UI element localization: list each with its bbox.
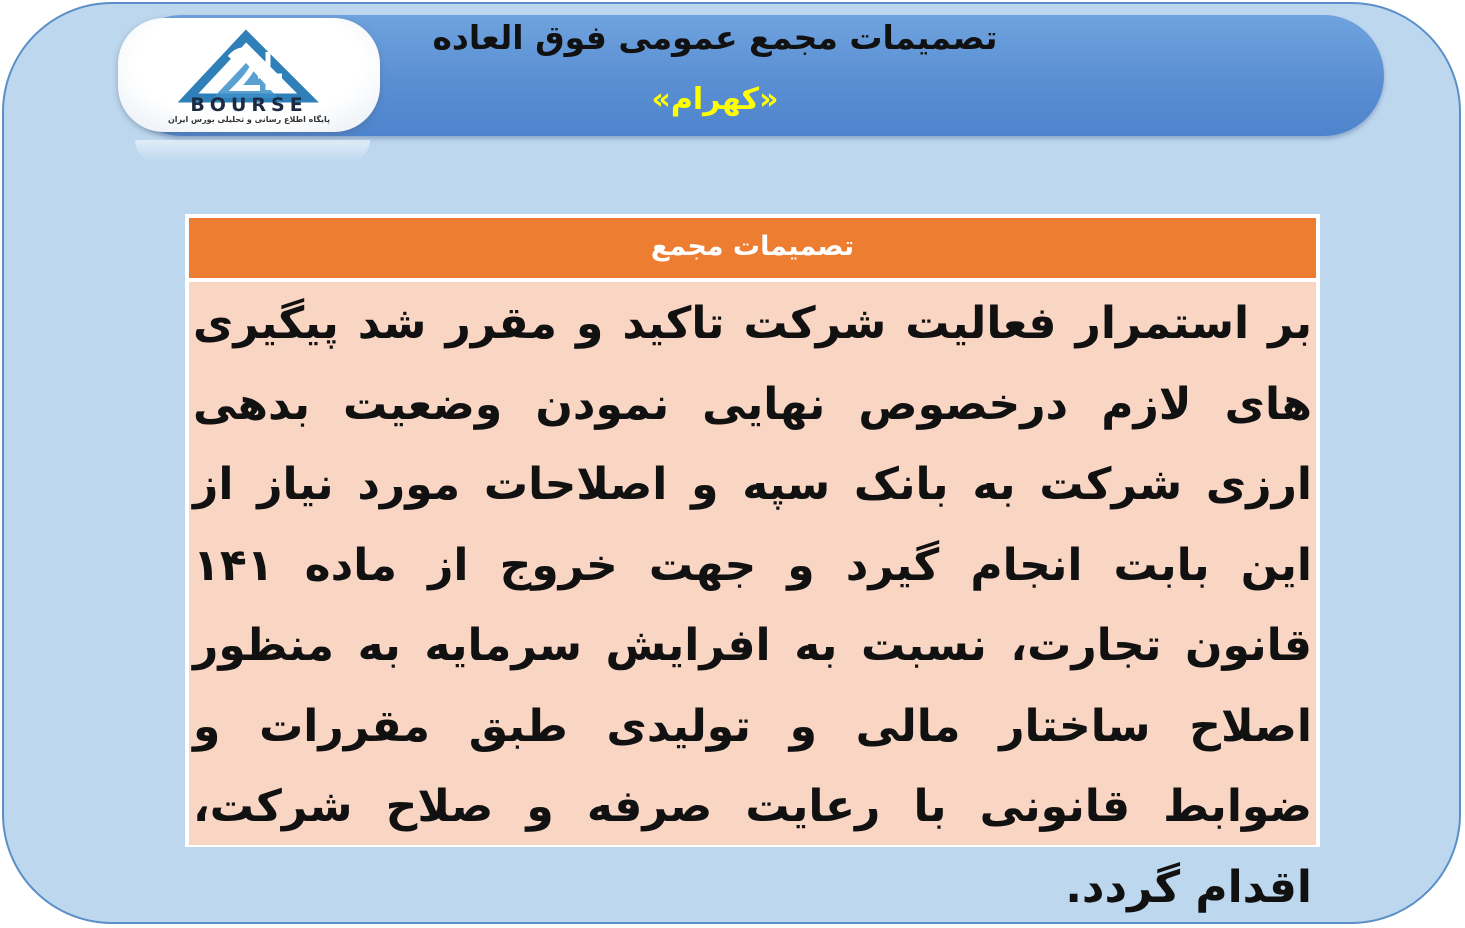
decision-table xyxy=(185,214,1320,913)
logo-wordmark: BOURSE xyxy=(190,94,308,116)
table-header: تصمیمات مجمع xyxy=(189,218,1316,278)
logo-tagline: پایگاه اطلاع رسانی و تحلیلی بورس ایران xyxy=(167,115,331,124)
table-body-text: بر استمرار فعالیت شرکت تاکید و مقرر شد پیگیری های لازم درخصوص نهایی نمودن وضعیت بدهی ارزی شرکت به بانک سپه و اصلاحات مورد نیاز از این بابت انجام گیرد و جهت خروج از ماده ۱۴۱ قانون تجارت، نسبت به افرایش سرمایه به منظور اصلاح ساختار مالی و تولیدی طبق مقررات و ضوابط قانونی با رعایت صرفه و صلاح شرکت، اقدام گردد. xyxy=(193,298,1312,913)
logo xyxy=(118,18,380,132)
logo-reflection xyxy=(135,140,370,162)
page-title: تصمیمات مجمع عمومی فوق العاده xyxy=(432,18,998,57)
company-name: «کهرام» xyxy=(651,82,779,117)
